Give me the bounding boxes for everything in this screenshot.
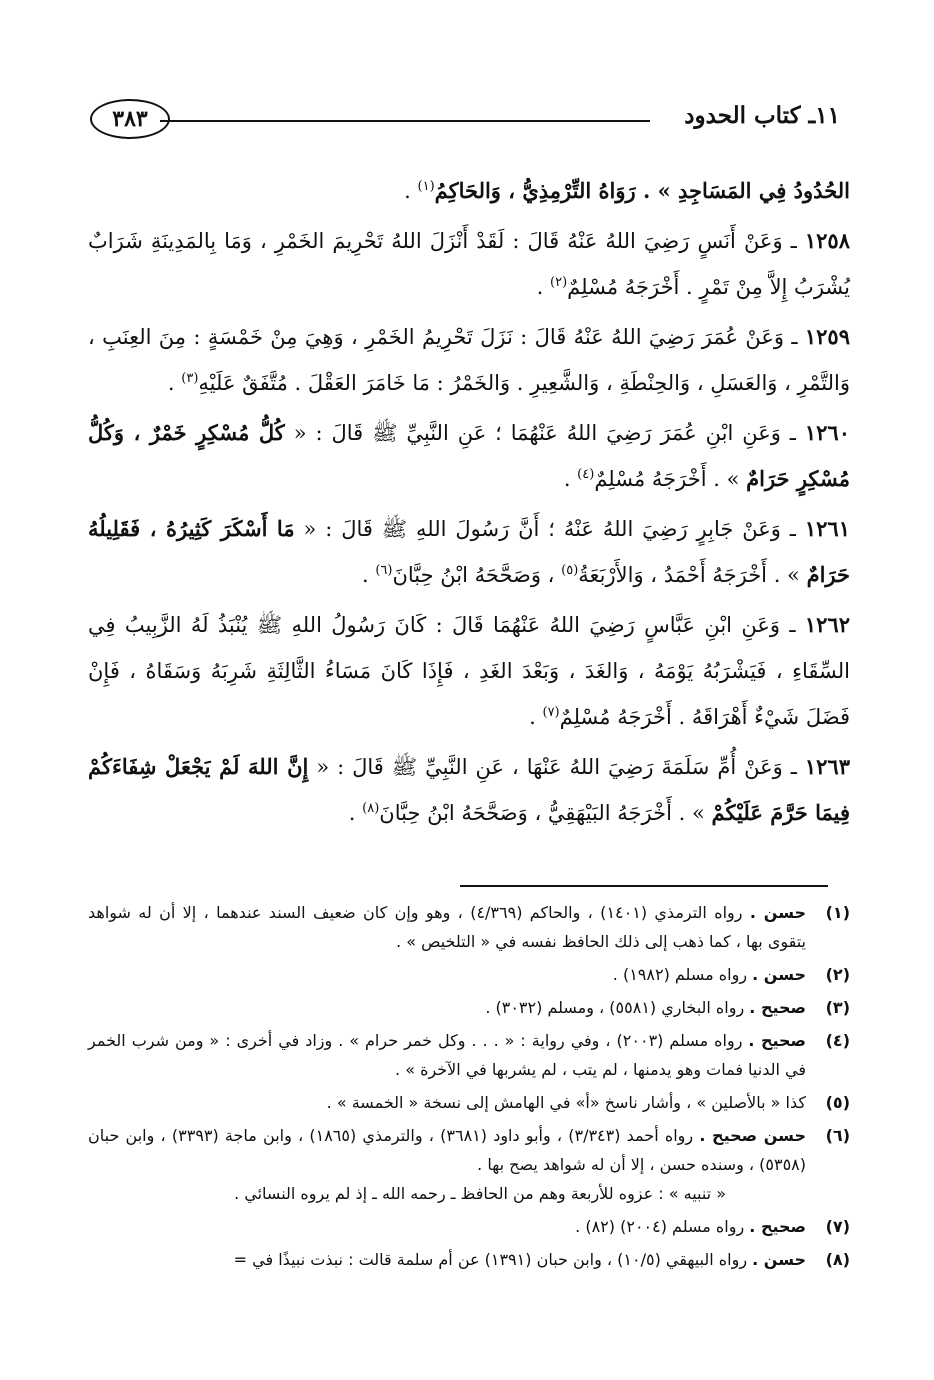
hadith-text — [88, 168, 850, 840]
hadith-number: ١٢٦٠ — [804, 420, 850, 445]
footnote-4: (٤) صحيح . رواه مسلم (٢٠٠٣) ، وفي رواية : « . . . وكل خمر حرام » . وزاد في أخرى : « ومن شرب الخمر في الدنيا فمات وهو يدمنها ، لم يتب ، لم يشربها في الآخرة » . — [88, 1031, 850, 1079]
footnote-5: (٥) كذا « بالأصلين » ، وأشار ناسخ «أ» في الهامش إلى نسخة « الخمسة » . — [326, 1093, 850, 1112]
hadith-number: ١٢٥٩ — [804, 324, 850, 349]
footnote-6: (٦) حسن صحيح . رواه أحمد (٣/٣٤٣) ، وأبو داود (٣٦٨١) ، والترمذي (١٨٦٥) ، وابن ماجة (٣٣٩٣) ، وابن حبان (٥٣٥٨) ، وسنده حسن ، إلا أن له شواهد يصح بها . « تنبيه » : عزوه للأربعة وهم من الحافظ ـ رحمه الله ـ إذ لم يروه النسائي . — [88, 1121, 850, 1208]
page-header — [90, 96, 850, 146]
footnote-3: (٣) صحيح . رواه البخاري (٥٥٨١) ، ومسلم (٣٠٣٢) . — [485, 998, 850, 1017]
hadith-number: ١٢٥٨ — [804, 228, 850, 253]
footnote-7: (٧) صحيح . رواه مسلم (٢٠٠٤) (٨٢) . — [575, 1217, 850, 1236]
hadith-number: ١٢٦٢ — [804, 612, 850, 637]
hadith-1260: ١٢٦٠ ـ وَعَنِ ابْنِ عُمَرَ رَضِيَ اللهُ عَنْهُمَا ؛ عَنِ النَّبِيِّ ﷺ قَالَ : « كُلُّ مُسْكِرٍ خَمْرٌ ، وَكُلُّ مُسْكِرٍ حَرَامٌ » . أَخْرَجَهُ مُسْلِمٌ$^{(٤)}$ . — [88, 420, 850, 491]
hadith-1258: ١٢٥٨ ـ وَعَنْ أَنَسٍ رَضِيَ اللهُ عَنْهُ قَالَ : لَقَدْ أَنْزَلَ اللهُ تَحْرِيمَ الخَمْرِ ، وَمَا بِالمَدِينَةِ شَرَابٌ يُشْرَبُ إِلاَّ مِنْ تَمْرٍ . أَخْرَجَهُ مُسْلِمٌ$^{(٢)}$ . — [88, 228, 850, 299]
footnote-1: (١) حسن . رواه الترمذي (١٤٠١) ، والحاكم (٤/٣٦٩) ، وهو وإن كان ضعيف السند عندهما ، إلا أن له شواهد يتقوى بها ، كما ذهب إلى ذلك الحافظ نفسه في « التلخيص » . — [88, 903, 850, 951]
hadith-number: ١٢٦٣ — [804, 754, 850, 779]
footnote-note: « تنبيه » : عزوه للأربعة وهم من الحافظ ـ رحمه الله ـ إذ لم يروه النسائي . — [234, 1184, 726, 1203]
hadith-number: ١٢٦١ — [804, 516, 850, 541]
footnotes — [88, 898, 850, 1278]
hadith-1259: ١٢٥٩ ـ وَعَنْ عُمَرَ رَضِيَ اللهُ عَنْهُ قَالَ : نَزَلَ تَحْرِيمُ الخَمْرِ ، وَهِيَ مِنْ خَمْسَةٍ : مِنَ العِنَبِ ، وَالتَّمْرِ ، وَالعَسَلِ ، وَالحِنْطَةِ ، وَالشَّعِيرِ . وَالخَمْرُ : مَا خَامَرَ العَقْلَ . مُتَّفَقٌ عَلَيْهِ$^{(٣)}$ . — [88, 324, 850, 395]
footnote-8: (٨) حسن . رواه البيهقي (١٠/٥) ، وابن حبان (١٣٩١) عن أم سلمة قالت : نبذت نبيذًا في = — [233, 1250, 850, 1269]
chapter-title: ١١ـ كتاب الحدود — [684, 102, 840, 129]
paragraph-continued: الحُدُودُ فِي المَسَاجِدِ » . رَوَاهُ التِّرْمِذِيُّ ، وَالحَاكِمُ$^{(١)}$ . — [404, 178, 850, 203]
hadith-1263: ١٢٦٣ ـ وَعَنْ أُمِّ سَلَمَةَ رَضِيَ اللهُ عَنْهَا ، عَنِ النَّبِيِّ ﷺ قَالَ : « إِنَّ اللهَ لَمْ يَجْعَلْ شِفَاءَكُمْ فِيمَا حَرَّمَ عَلَيْكُمْ » . أَخْرَجَهُ البَيْهَقِيُّ ، وَصَحَّحَهُ ابْنُ حِبَّانَ$^{(٨)}$ . — [88, 754, 850, 825]
hadith-1262: ١٢٦٢ ـ وَعَنِ ابْنِ عَبَّاسٍ رَضِيَ اللهُ عَنْهُمَا قَالَ : كَانَ رَسُولُ اللهِ ﷺ يُنْبَذُ لَهُ الزَّبِيبُ فِي السِّقَاءِ ، فَيَشْرَبُهُ يَوْمَهُ ، وَالغَدَ ، وَبَعْدَ الغَدِ ، فَإِذَا كَانَ مَسَاءُ الثَّالِثَةِ شَرِبَهُ وَسَقَاهُ ، فَإِنْ فَضَلَ شَيْءٌ أَهْرَاقَهُ . أَخْرَجَهُ مُسْلِمٌ$^{(٧)}$ . — [88, 612, 850, 729]
footnote-rule — [460, 885, 828, 887]
hadith-1261: ١٢٦١ ـ وَعَنْ جَابِرٍ رَضِيَ اللهُ عَنْهُ ؛ أَنَّ رَسُولَ اللهِ ﷺ قَالَ : « مَا أَسْكَرَ كَثِيرُهُ ، فَقَلِيلُهُ حَرَامٌ » . أَخْرَجَهُ أَحْمَدُ ، وَالأَرْبَعَةُ$^{(٥)}$ ، وَصَحَّحَهُ ابْنُ حِبَّانَ$^{(٦)}$ . — [88, 516, 850, 587]
header-rule — [160, 120, 650, 122]
footnote-2: (٢) حسن . رواه مسلم (١٩٨٢) . — [612, 965, 850, 984]
page-number: ٣٨٣ — [90, 99, 170, 139]
